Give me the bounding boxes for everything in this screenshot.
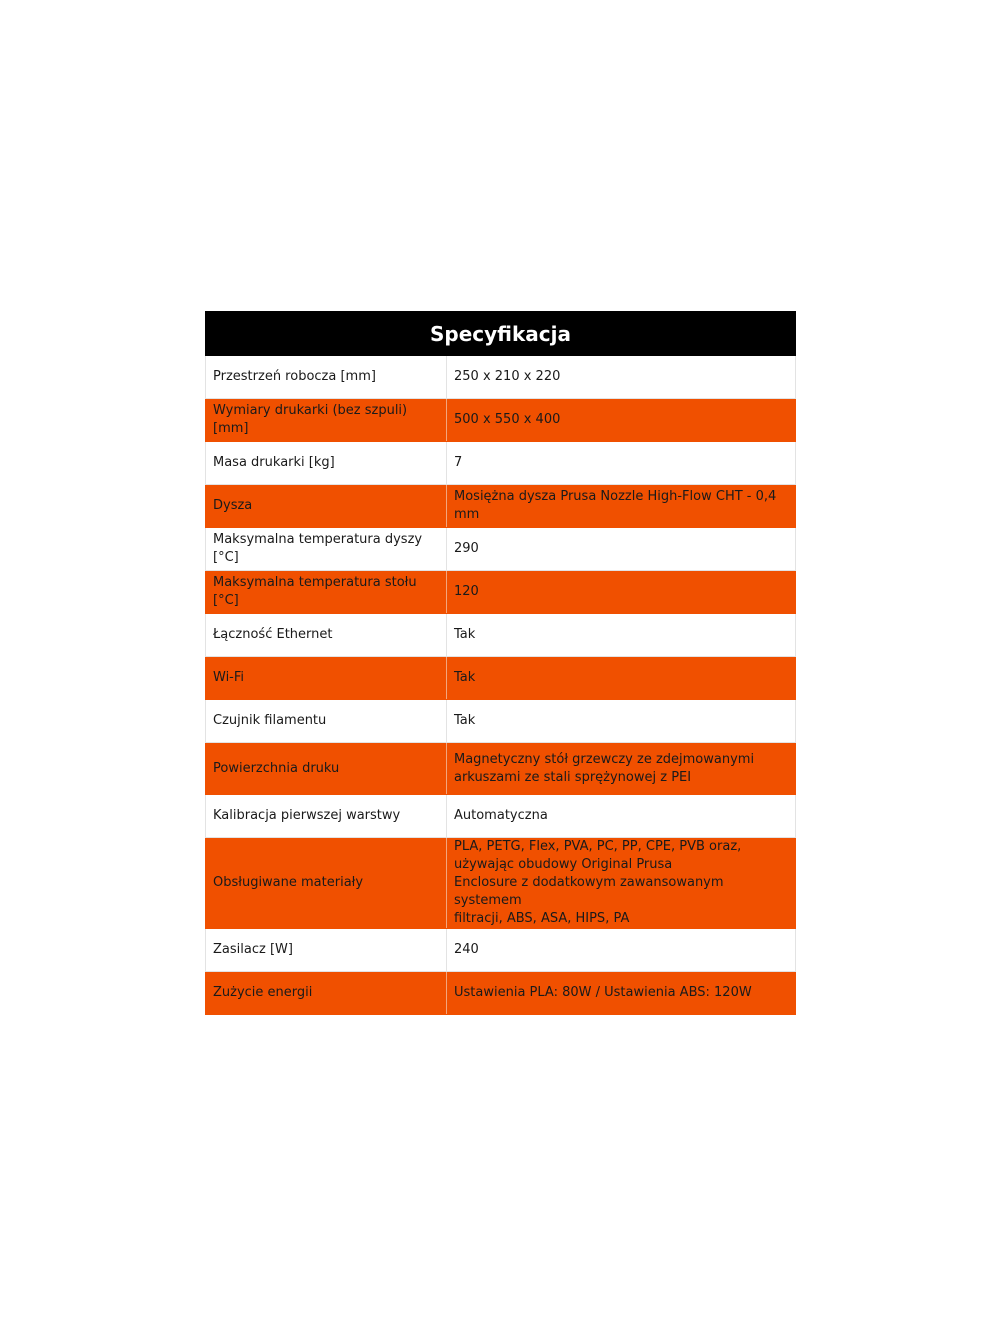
row-value: Tak: [447, 614, 796, 657]
table-title: Specyfikacja: [206, 312, 796, 356]
row-value: PLA, PETG, Flex, PVA, PC, PP, CPE, PVB oraz, używając obudowy Original Prusa Enclosure z dodatkowym zawansowanym systemem filtracji, ABS, ASA, HIPS, PA: [447, 838, 796, 929]
row-value: 290: [447, 528, 796, 571]
row-value: Tak: [447, 700, 796, 743]
table-row: [206, 399, 796, 442]
table-row: [206, 972, 796, 1015]
row-value: 240: [447, 929, 796, 972]
table-row: [206, 929, 796, 972]
row-label: Łączność Ethernet: [206, 614, 447, 657]
row-value: 7: [447, 442, 796, 485]
row-label: Maksymalna temperatura dyszy [°C]: [206, 528, 447, 571]
row-value: Automatyczna: [447, 795, 796, 838]
table-header-row: [206, 312, 796, 356]
table-row: [206, 838, 796, 929]
row-label: Masa drukarki [kg]: [206, 442, 447, 485]
row-label: Przestrzeń robocza [mm]: [206, 356, 447, 399]
row-value: Mosiężna dysza Prusa Nozzle High-Flow CHT - 0,4 mm: [447, 485, 796, 528]
row-value: Ustawienia PLA: 80W / Ustawienia ABS: 120W: [447, 972, 796, 1015]
row-value: 500 x 550 x 400: [447, 399, 796, 442]
table-row: [206, 700, 796, 743]
table-row: [206, 795, 796, 838]
table-row: [206, 356, 796, 399]
row-value: 120: [447, 571, 796, 614]
row-label: Obsługiwane materiały: [206, 838, 447, 929]
row-label: Wymiary drukarki (bez szpuli) [mm]: [206, 399, 447, 442]
table-row: [206, 571, 796, 614]
table-row: [206, 528, 796, 571]
table-row: [206, 657, 796, 700]
table-row: [206, 743, 796, 795]
row-label: Zużycie energii: [206, 972, 447, 1015]
specification-table: [205, 311, 796, 1015]
row-label: Zasilacz [W]: [206, 929, 447, 972]
table-row: [206, 442, 796, 485]
row-label: Powierzchnia druku: [206, 743, 447, 795]
table-row: [206, 485, 796, 528]
row-label: Czujnik filamentu: [206, 700, 447, 743]
row-value: Magnetyczny stół grzewczy ze zdejmowanymi arkuszami ze stali sprężynowej z PEI: [447, 743, 796, 795]
row-label: Dysza: [206, 485, 447, 528]
row-value: 250 x 210 x 220: [447, 356, 796, 399]
row-value: Tak: [447, 657, 796, 700]
row-label: Maksymalna temperatura stołu [°C]: [206, 571, 447, 614]
row-label: Kalibracja pierwszej warstwy: [206, 795, 447, 838]
row-label: Wi-Fi: [206, 657, 447, 700]
table-row: [206, 614, 796, 657]
